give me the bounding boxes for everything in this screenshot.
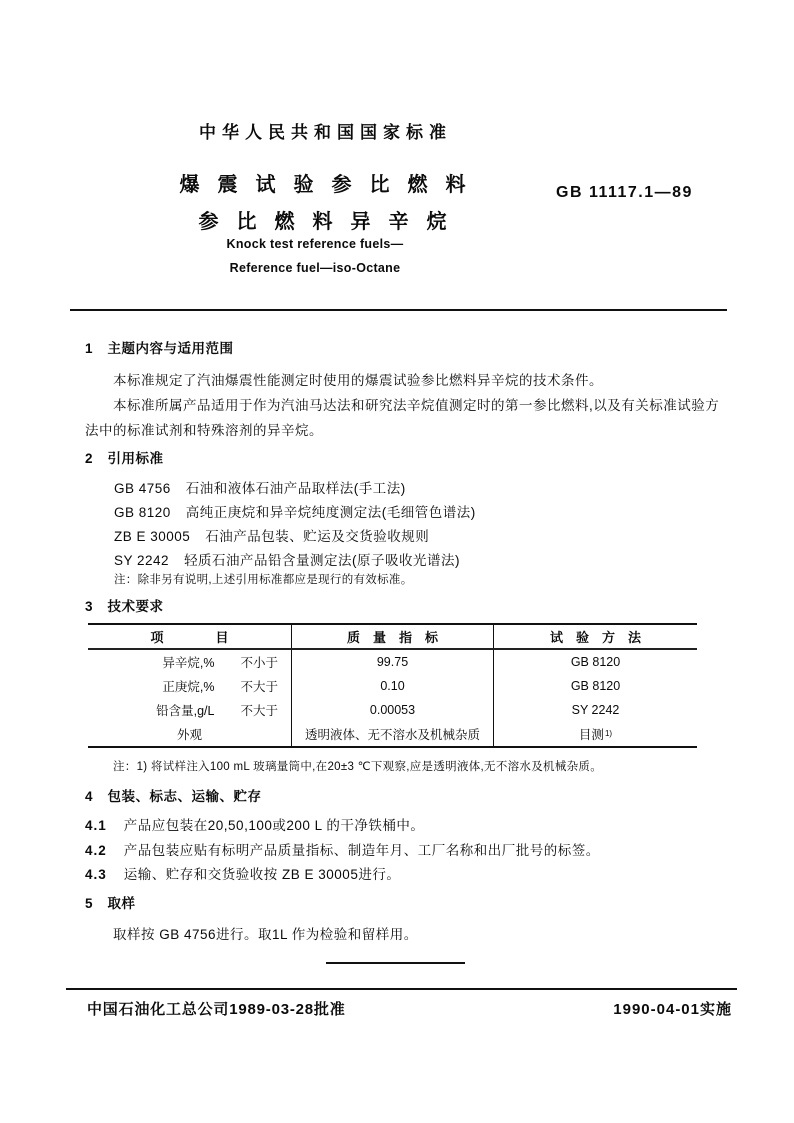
table-row <box>88 722 697 746</box>
document-title-english-line2: Reference fuel—iso-Octane <box>229 261 401 275</box>
spec-table <box>88 623 697 748</box>
spec-value: 透明液体、无不溶水及机械杂质 <box>291 722 493 746</box>
reference-title: 石油产品包装、贮运及交货验收规则 <box>205 529 430 544</box>
table-row <box>88 650 697 674</box>
spec-method: 目测 <box>578 728 604 742</box>
footer-divider-rule <box>66 988 737 990</box>
section-5-paragraph: 取样按 GB 4756进行。取1L 作为检验和留样用。 <box>113 927 418 942</box>
reference-code: GB 8120 <box>114 505 171 520</box>
section-3-number: 3 <box>85 599 93 614</box>
section-2-number: 2 <box>85 451 93 466</box>
spec-method: GB 8120 <box>493 674 697 698</box>
header-divider-rule <box>70 309 727 311</box>
table-row <box>88 698 697 722</box>
spec-value: 99.75 <box>291 650 493 674</box>
spec-table-header-quality-index: 质量指标 <box>291 625 493 648</box>
section-1-paragraph-2: 本标准所属产品适用于作为汽油马达法和研究法辛烷值测定时的第一参比燃料,以及有关标准试验方法中的标准试剂和特殊溶剂的异辛烷。 <box>85 398 720 438</box>
table-row <box>88 674 697 698</box>
end-of-text-rule <box>326 962 465 964</box>
implementation-date: 1990-04-01实施 <box>613 1001 732 1018</box>
section-1-paragraph-1: 本标准规定了汽油爆震性能测定时使用的爆震试验参比燃料异辛烷的技术条件。 <box>113 373 603 388</box>
spec-method: GB 8120 <box>493 650 697 674</box>
clause-number: 4.3 <box>85 867 107 882</box>
section-2-heading <box>85 447 164 467</box>
list-item <box>85 839 600 864</box>
spec-value: 0.10 <box>291 674 493 698</box>
reference-item <box>114 549 476 573</box>
reference-title: 轻质石油产品铅含量测定法(原子吸收光谱法) <box>184 553 461 568</box>
section-2-title: 引用标准 <box>107 451 164 466</box>
spec-item: 异辛烷,% <box>162 656 215 670</box>
section-4-items <box>85 814 600 888</box>
reference-code: ZB E 30005 <box>114 529 191 544</box>
reference-item <box>114 477 476 501</box>
spec-value: 0.00053 <box>291 698 493 722</box>
national-standard-label-text: 中华人民共和国国家标准 <box>199 123 452 142</box>
section-4-title: 包装、标志、运输、贮存 <box>107 789 262 804</box>
reference-code: SY 2242 <box>114 553 170 568</box>
clause-number: 4.1 <box>85 818 107 833</box>
approval-statement: 中国石油化工总公司1989-03-28批准 <box>87 1001 346 1018</box>
footnote-marker: 1) <box>604 729 613 738</box>
reference-code: GB 4756 <box>114 481 171 496</box>
spec-item: 正庚烷,% <box>162 680 215 694</box>
clause-text: 产品应包装在20,50,100或200 L 的干净铁桶中。 <box>123 818 425 833</box>
reference-item <box>114 525 476 549</box>
document-title-english-line1: Knock test reference fuels— <box>226 237 404 251</box>
clause-text: 产品包装应贴有标明产品质量指标、制造年月、工厂名称和出厂批号的标签。 <box>123 842 600 858</box>
standard-number: GB 11117.1—89 <box>556 184 693 201</box>
table-footnote: 注：1) 将试样注入100 mL 玻璃量筒中,在20±3 ℃下观察,应是透明液体,无不溶水及机械杂质。 <box>113 761 603 773</box>
clause-number: 4.2 <box>85 842 107 858</box>
list-item <box>85 814 600 839</box>
section-4-number: 4 <box>85 789 93 804</box>
section-4-heading <box>85 785 262 805</box>
clause-text: 运输、贮存和交货验收按 ZB E 30005进行。 <box>123 867 401 882</box>
section-1-number: 1 <box>85 341 93 356</box>
referenced-standards-list <box>114 477 476 573</box>
section-2-note: 注：除非另有说明,上述引用标准都应是现行的有效标准。 <box>114 574 413 586</box>
section-5-heading <box>85 892 136 912</box>
national-standard-label <box>85 118 560 143</box>
section-3-heading <box>85 595 164 615</box>
section-5-number: 5 <box>85 896 93 911</box>
spec-table-header-test-method: 试验方法 <box>493 625 697 648</box>
document-title-line2: 参比燃料异辛烷 <box>198 211 465 233</box>
reference-item <box>114 501 476 525</box>
spec-qualifier: 不大于 <box>240 680 278 694</box>
spec-item: 铅含量,g/L <box>156 704 215 718</box>
spec-table-header-row <box>88 625 697 650</box>
section-1-title: 主题内容与适用范围 <box>107 341 234 356</box>
spec-method: SY 2242 <box>493 698 697 722</box>
spec-item: 外观 <box>176 728 202 742</box>
section-3-title: 技术要求 <box>107 599 164 614</box>
document-title-line1: 爆震试验参比燃料 <box>179 174 484 196</box>
spec-table-header-item: 项目 <box>150 630 281 645</box>
section-5-title: 取样 <box>107 896 136 911</box>
list-item <box>85 863 600 888</box>
section-1-heading <box>85 337 234 357</box>
spec-qualifier: 不小于 <box>240 656 278 670</box>
reference-title: 高纯正庚烷和异辛烷纯度测定法(毛细管色谱法) <box>185 505 476 520</box>
reference-title: 石油和液体石油产品取样法(手工法) <box>185 481 406 496</box>
spec-qualifier: 不大于 <box>240 704 278 718</box>
